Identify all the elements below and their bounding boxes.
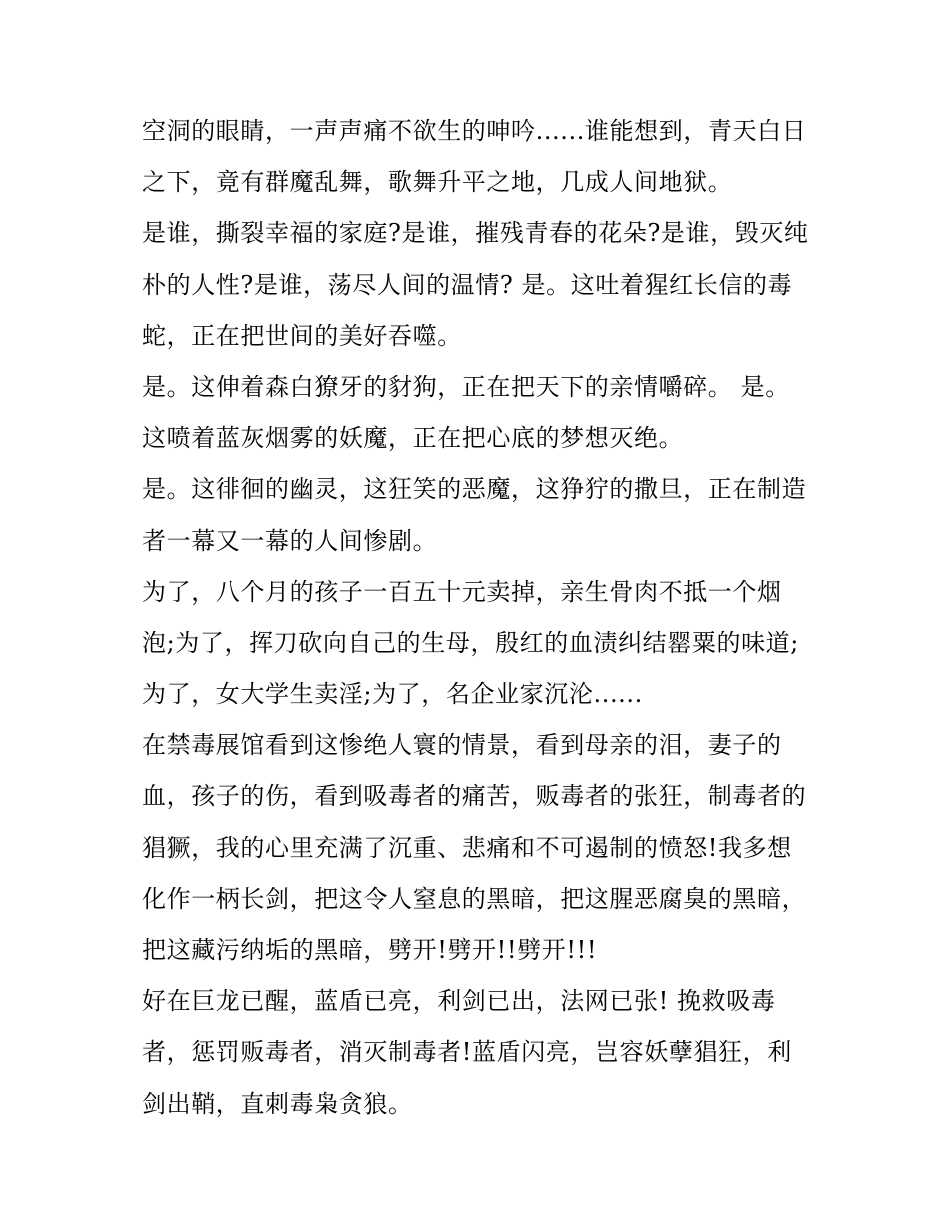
- text-line: 好在巨龙已醒，蓝盾已亮，利剑已出，法网已张! 挽救吸毒: [142, 987, 776, 1016]
- text-line: 空洞的眼睛，一声声痛不欲生的呻吟......谁能想到，青天白日: [142, 117, 807, 145]
- text-line: 朴的人性?是谁，荡尽人间的温情? 是。这吐着猩红长信的毒: [142, 270, 793, 299]
- text-line: 剑出鞘，直刺毒枭贪狼。: [142, 1089, 413, 1118]
- text-line: 化作一柄长剑，把这令人窒息的黑暗，把这腥恶腐臭的黑暗，: [142, 884, 807, 913]
- text-line: 是谁，撕裂幸福的家庭?是谁，摧残青春的花朵?是谁，毁灭纯: [142, 219, 809, 248]
- text-line: 在禁毒展馆看到这惨绝人寰的情景，看到母亲的泪，妻子的: [142, 731, 782, 760]
- text-line: 蛇，正在把世间的美好吞噬。: [142, 321, 462, 350]
- text-line: 之下，竟有群魔乱舞，歌舞升平之地，几成人间地狱。: [142, 168, 733, 197]
- text-line: 是。这伸着森白獠牙的豺狗，正在把天下的亲情嚼碎。 是。: [142, 372, 790, 401]
- body-text: [142, 106, 822, 1130]
- text-line: 为了，八个月的孩子一百五十元卖掉，亲生骨肉不抵一个烟: [142, 577, 782, 606]
- text-line: 者，惩罚贩毒者，消灭制毒者!蓝盾闪亮，岂容妖孽猖狂，利: [142, 1038, 792, 1067]
- text-line: 血，孩子的伤，看到吸毒者的痛苦，贩毒者的张狂，制毒者的: [142, 782, 807, 811]
- text-line: 猖獗，我的心里充满了沉重、悲痛和不可遏制的愤怒!我多想: [142, 833, 792, 862]
- text-line: 这喷着蓝灰烟雾的妖魔，正在把心底的梦想灭绝。: [142, 424, 684, 453]
- text-line: 是。这徘徊的幽灵，这狂笑的恶魔，这狰狞的撒旦，正在制造: [142, 475, 807, 504]
- text-line: 泡;为了，挥刀砍向自己的生母，殷红的血渍纠结罂粟的味道;: [142, 628, 799, 657]
- text-line: 者一幕又一幕的人间惨剧。: [142, 526, 438, 555]
- text-line: 为了，女大学生卖淫;为了，名企业家沉沦......: [142, 680, 643, 709]
- text-line: 把这藏污纳垢的黑暗，劈开!劈开!!劈开!!!: [142, 936, 598, 964]
